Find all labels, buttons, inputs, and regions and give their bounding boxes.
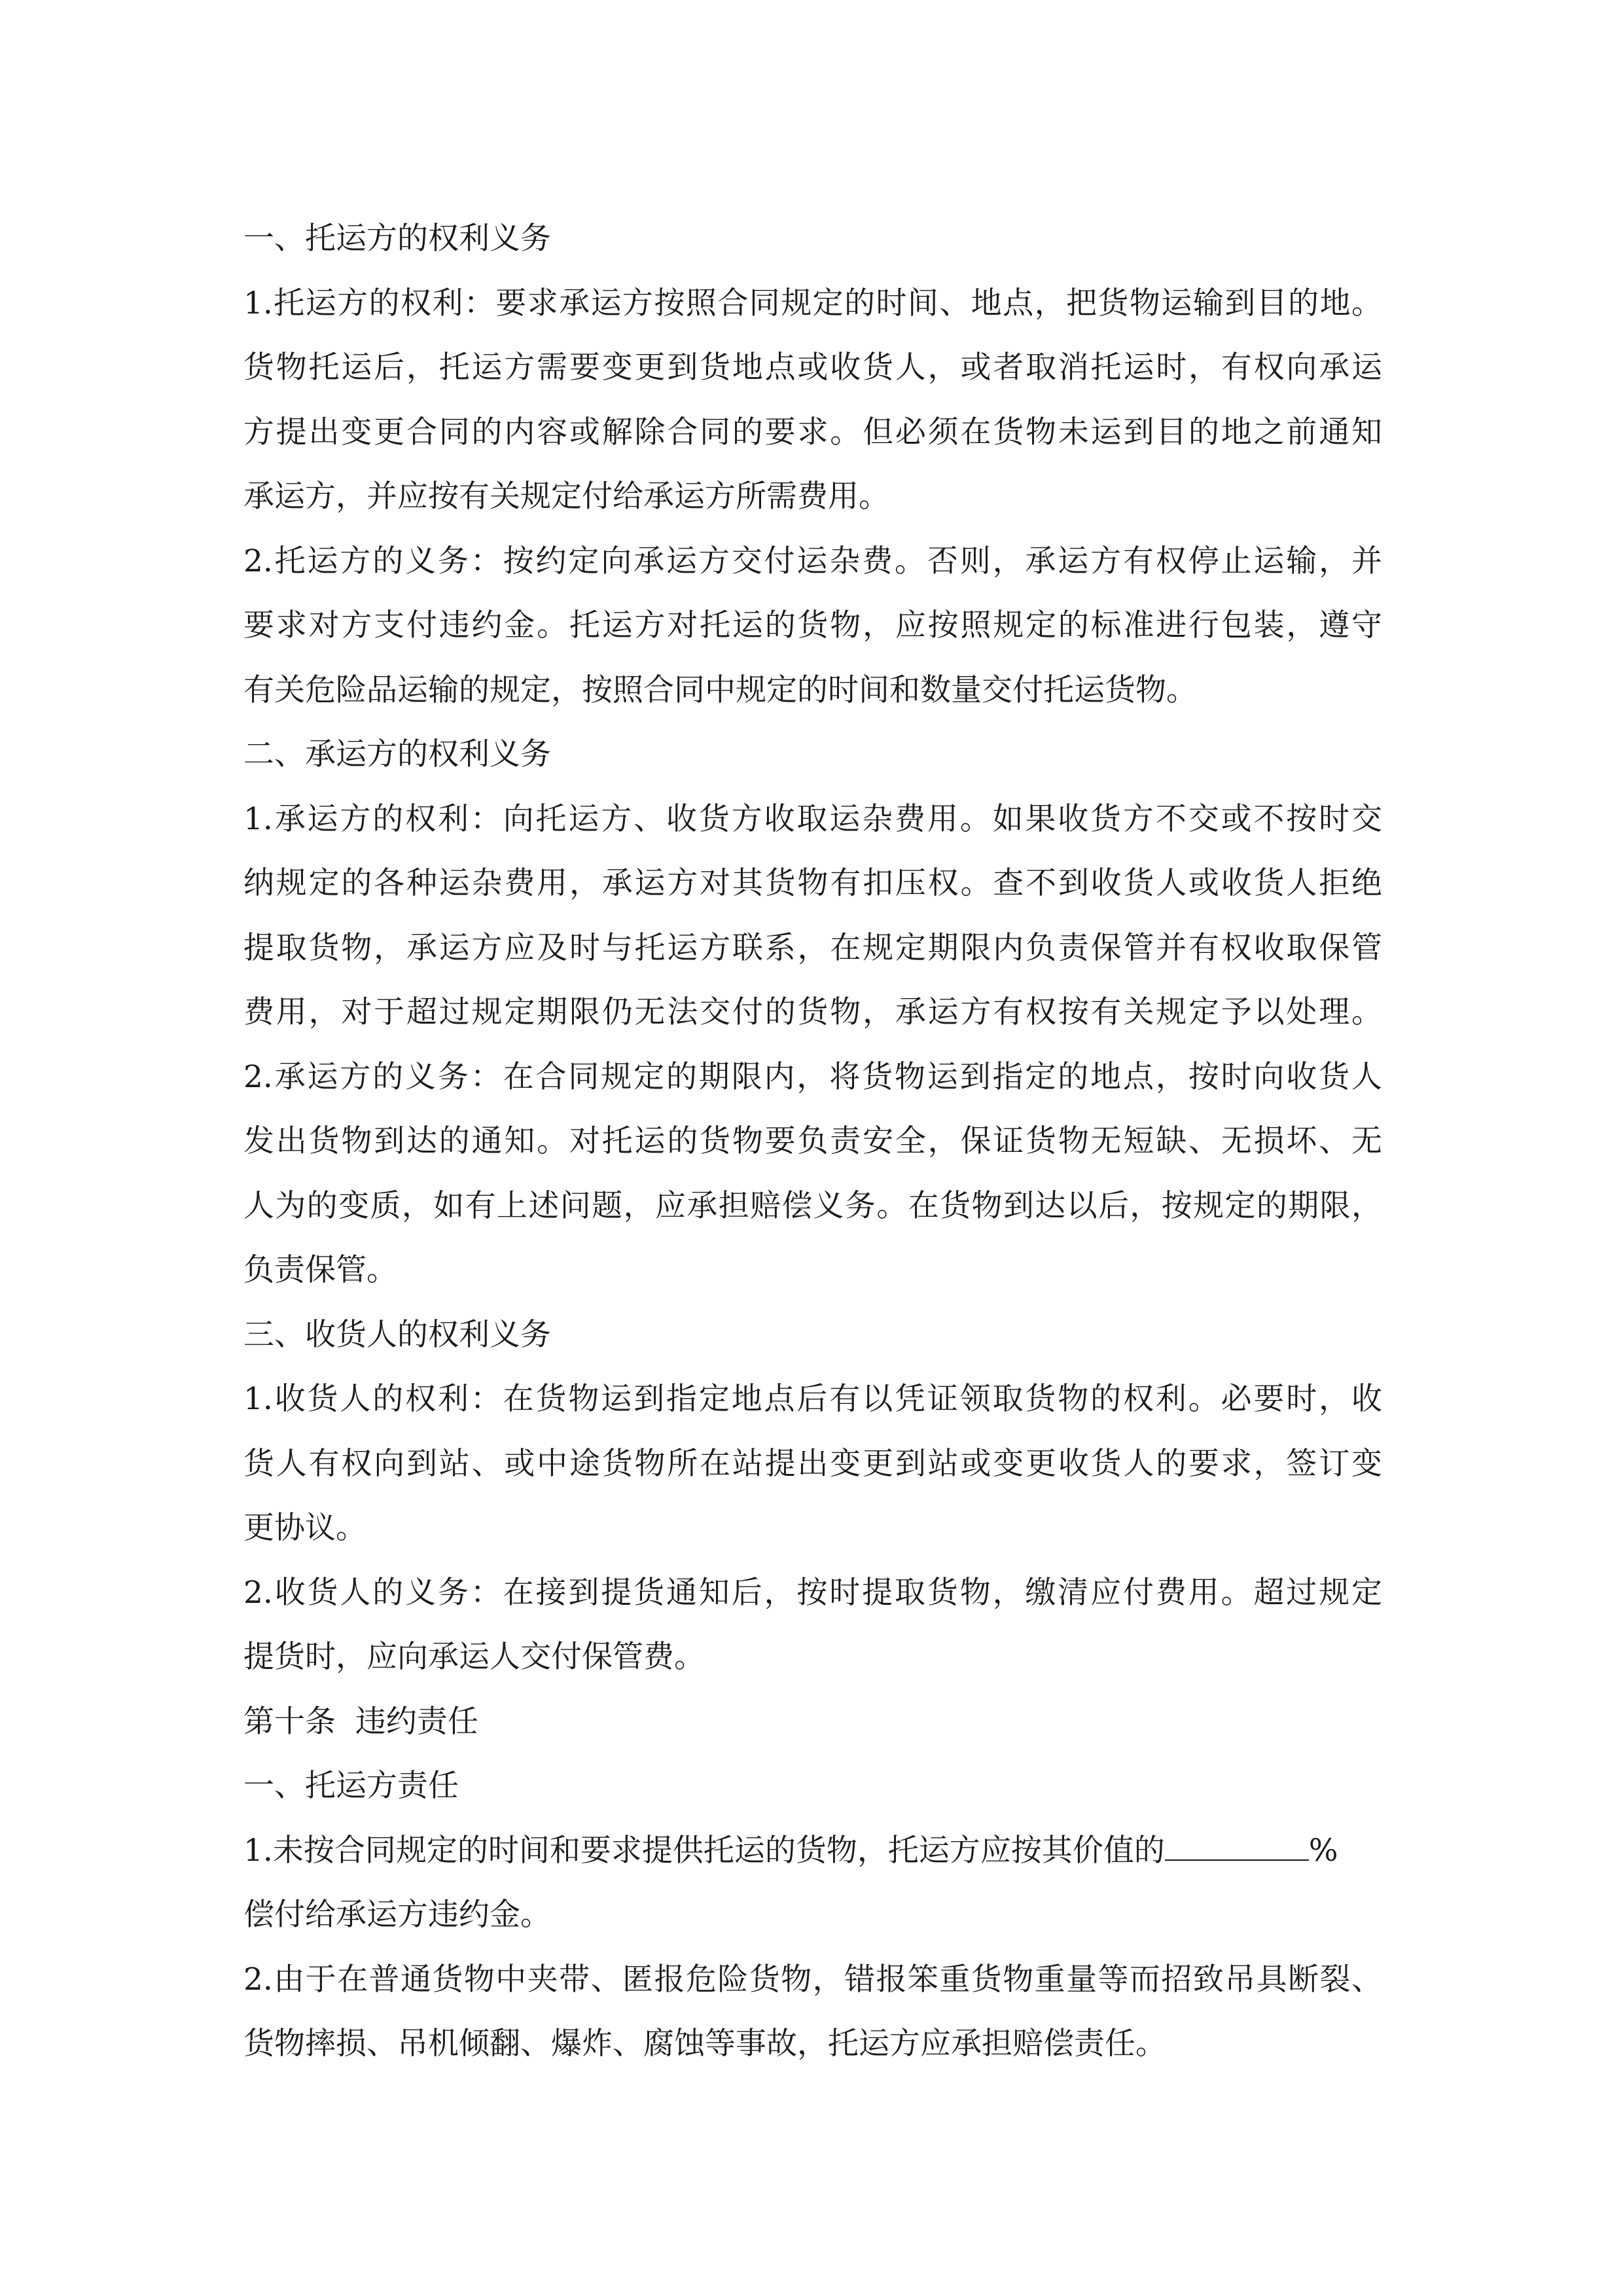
paragraph-line: 偿付给承运方违约金。 xyxy=(243,1897,551,1933)
section-heading-shipper-liability: 一、托运方责任 xyxy=(243,1768,459,1804)
paragraph-line: 1.收货人的权利：在货物运到指定地点后有以凭证领取货物的权利。必要时，收 xyxy=(243,1381,1382,1417)
paragraph-line: 承运方，并应按有关规定付给承运方所需费用。 xyxy=(243,478,889,514)
paragraph-line: 负责保管。 xyxy=(243,1252,397,1288)
section-heading-consignee-rights: 三、收货人的权利义务 xyxy=(243,1316,551,1353)
paragraph-line: 2.收货人的义务：在接到提货通知后，按时提取货物，缴清应付费用。超过规定 xyxy=(243,1574,1382,1611)
paragraph-line: 货物托运后，托运方需要变更到货地点或收货人，或者取消托运时，有权向承运 xyxy=(243,350,1382,386)
paragraph-line: 发出货物到达的通知。对托运的货物要负责安全，保证货物无短缺、无损坏、无 xyxy=(243,1123,1382,1159)
paragraph-line: 货人有权向到站、或中途货物所在站提出变更到站或变更收货人的要求，签订变 xyxy=(243,1445,1382,1482)
clause-1-line xyxy=(243,1819,1382,1884)
paragraph-line: 提取货物，承运方应及时与托运方联系，在规定期限内负责保管并有权收取保管 xyxy=(243,929,1382,966)
paragraph-line: 货物摔损、吊机倾翻、爆炸、腐蚀等事故，托运方应承担赔偿责任。 xyxy=(243,2026,1166,2062)
paragraph-line: 2.承运方的义务：在合同规定的期限内，将货物运到指定的地点，按时向收货人 xyxy=(243,1058,1382,1095)
paragraph-line: 费用，对于超过规定期限仍无法交付的货物，承运方有权按有关规定予以处理。 xyxy=(243,994,1382,1030)
paragraph-line: 1.承运方的权利：向托运方、收货方收取运杂费用。如果收货方不交或不按时交 xyxy=(243,800,1382,837)
paragraph-line: 1.托运方的权利：要求承运方按照合同规定的时间、地点，把货物运输到目的地。 xyxy=(243,285,1382,321)
percentage-blank xyxy=(1165,1833,1309,1861)
paragraph-line: 2.由于在普通货物中夹带、匿报危险货物，错报笨重货物重量等而招致吊具断裂、 xyxy=(243,1961,1382,1998)
clause-1-prefix: 1.未按合同规定的时间和要求提供托运的货物，托运方应按其价值的 xyxy=(243,1832,1165,1869)
section-heading-carrier-rights: 二、承运方的权利义务 xyxy=(243,736,551,772)
paragraph-line: 2.托运方的义务：按约定向承运方交付运杂费。否则，承运方有权停止运输，并 xyxy=(243,543,1382,579)
paragraph-line: 有关危险品运输的规定，按照合同中规定的时间和数量交付托运货物。 xyxy=(243,672,1197,708)
paragraph-line: 人为的变质，如有上述问题，应承担赔偿义务。在货物到达以后，按规定的期限， xyxy=(243,1187,1382,1224)
section-heading-shipper-rights: 一、托运方的权利义务 xyxy=(243,221,551,257)
paragraph-line: 方提出变更合同的内容或解除合同的要求。但必须在货物未运到目的地之前通知 xyxy=(243,414,1382,450)
paragraph-line: 提货时，应向承运人交付保管费。 xyxy=(243,1639,705,1675)
document-body xyxy=(243,207,1382,2077)
paragraph-line: 更协议。 xyxy=(243,1510,366,1546)
article-heading-breach-liability: 第十条 违约责任 xyxy=(243,1703,478,1740)
paragraph-line: 要求对方支付违约金。托运方对托运的货物，应按照规定的标准进行包装，遵守 xyxy=(243,607,1382,643)
clause-1-unit: % xyxy=(1308,1832,1338,1869)
paragraph-line: 纳规定的各种运杂费用，承运方对其货物有扣压权。查不到收货人或收货人拒绝 xyxy=(243,865,1382,901)
